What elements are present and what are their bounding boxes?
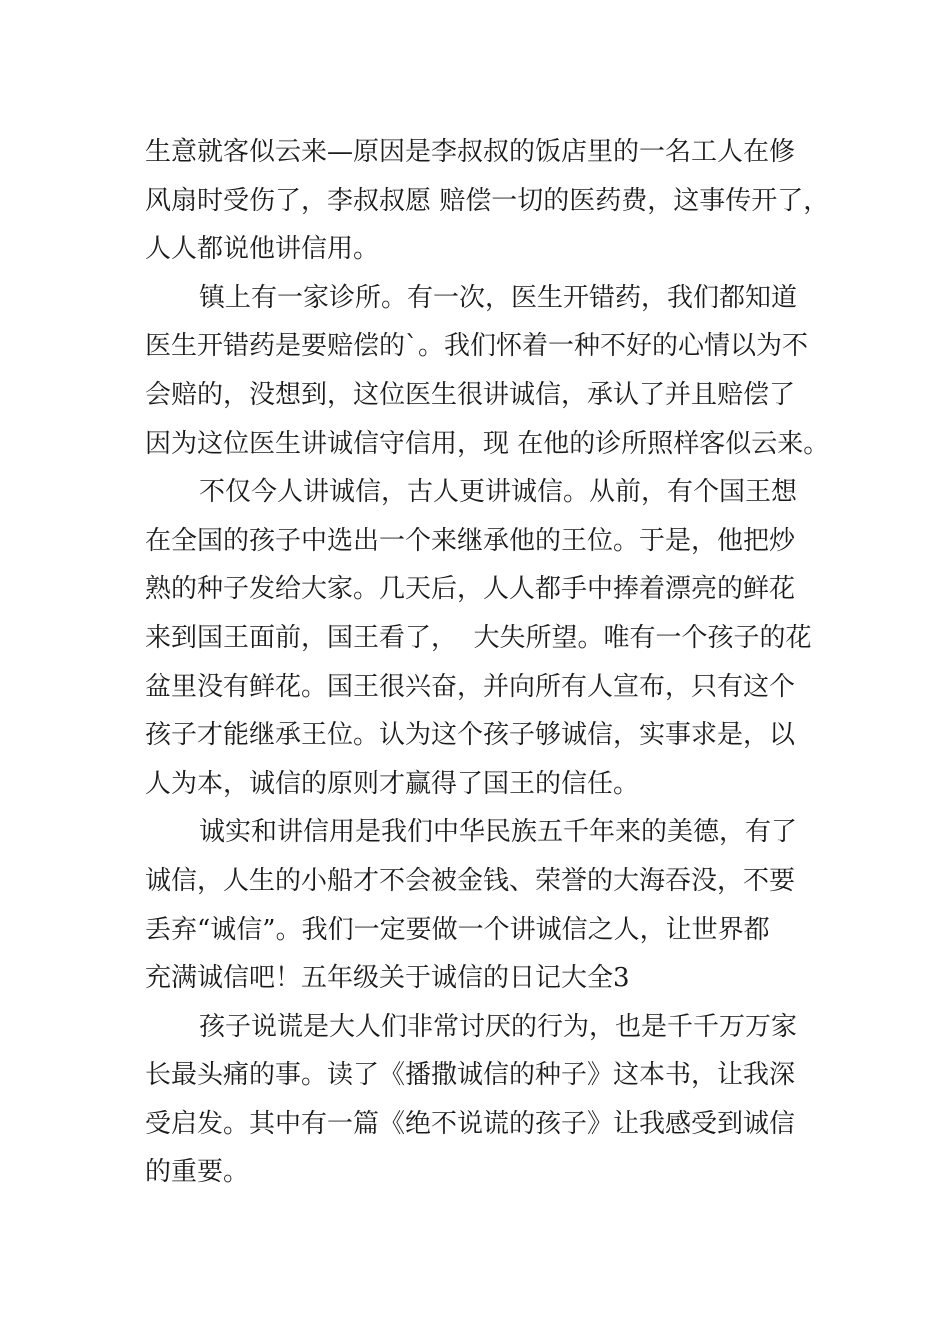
text-line: 因为这位医生讲诚信守信用，现 在他的诊所照样客似云来。 (145, 428, 830, 459)
document-body (145, 128, 830, 1197)
text-line: 丢弃“诚信”。我们一定要做一个讲诚信之人，让世界都 (145, 914, 770, 945)
text-line: 人为本，诚信的原则才赢得了国王的信任。 (145, 768, 640, 799)
text-line: 长最头痛的事。读了《播撒诚信的种子》这本书，让我深 (145, 1060, 796, 1091)
text-line: 在全国的孩子中选出一个来继承他的王位。于是，他把炒 (145, 525, 796, 556)
text-line: 诚信，人生的小船才不会被金钱、荣誉的大海吞没，不要 (145, 865, 796, 896)
text-line: 来到国王面前，国王看了， 大失所望。唯有一个孩子的花 (145, 622, 812, 653)
paragraph-first-line: 诚实和讲信用是我们中华民族五千年来的美德，有了 (199, 817, 798, 848)
text-line: 生意就客似云来—原因是李叔叔的饭店里的一名工人在修 (145, 137, 796, 167)
text-line: 风扇时受伤了，李叔叔愿 赔偿一切的医药费，这事传开了， (145, 185, 830, 216)
paragraph-first-line: 孩子说谎是大人们非常讨厌的行为，也是千千万万家 (199, 1011, 798, 1042)
text-line: 孩子才能继承王位。认为这个孩子够诚信，实事求是，以 (145, 720, 796, 751)
text-line: 充满诚信吧！五年级关于诚信的日记大全3 (145, 963, 630, 994)
paragraph-first-line: 镇上有一家诊所。有一次，医生开错药，我们都知道 (199, 282, 798, 313)
text-line: 受启发。其中有一篇《绝不说谎的孩子》让我感受到诚信 (145, 1108, 796, 1139)
text-line: 盆里没有鲜花。国王很兴奋，并向所有人宣布，只有这个 (145, 671, 796, 702)
text-line: 医生开错药是要赔偿的`。我们怀着一种不好的心情以为不 (145, 331, 809, 362)
paragraph-first-line: 不仅今人讲诚信，古人更讲诚信。从前，有个国王想 (199, 477, 798, 508)
text-line: 的重要。 (145, 1157, 250, 1188)
text-line: 会赔的，没想到，这位医生很讲诚信，承认了并且赔偿了 (145, 379, 796, 410)
text-line: 人人都说他讲信用。 (145, 234, 380, 265)
text-line: 熟的种子发给大家。几天后，人人都手中捧着漂亮的鲜花 (145, 574, 796, 605)
